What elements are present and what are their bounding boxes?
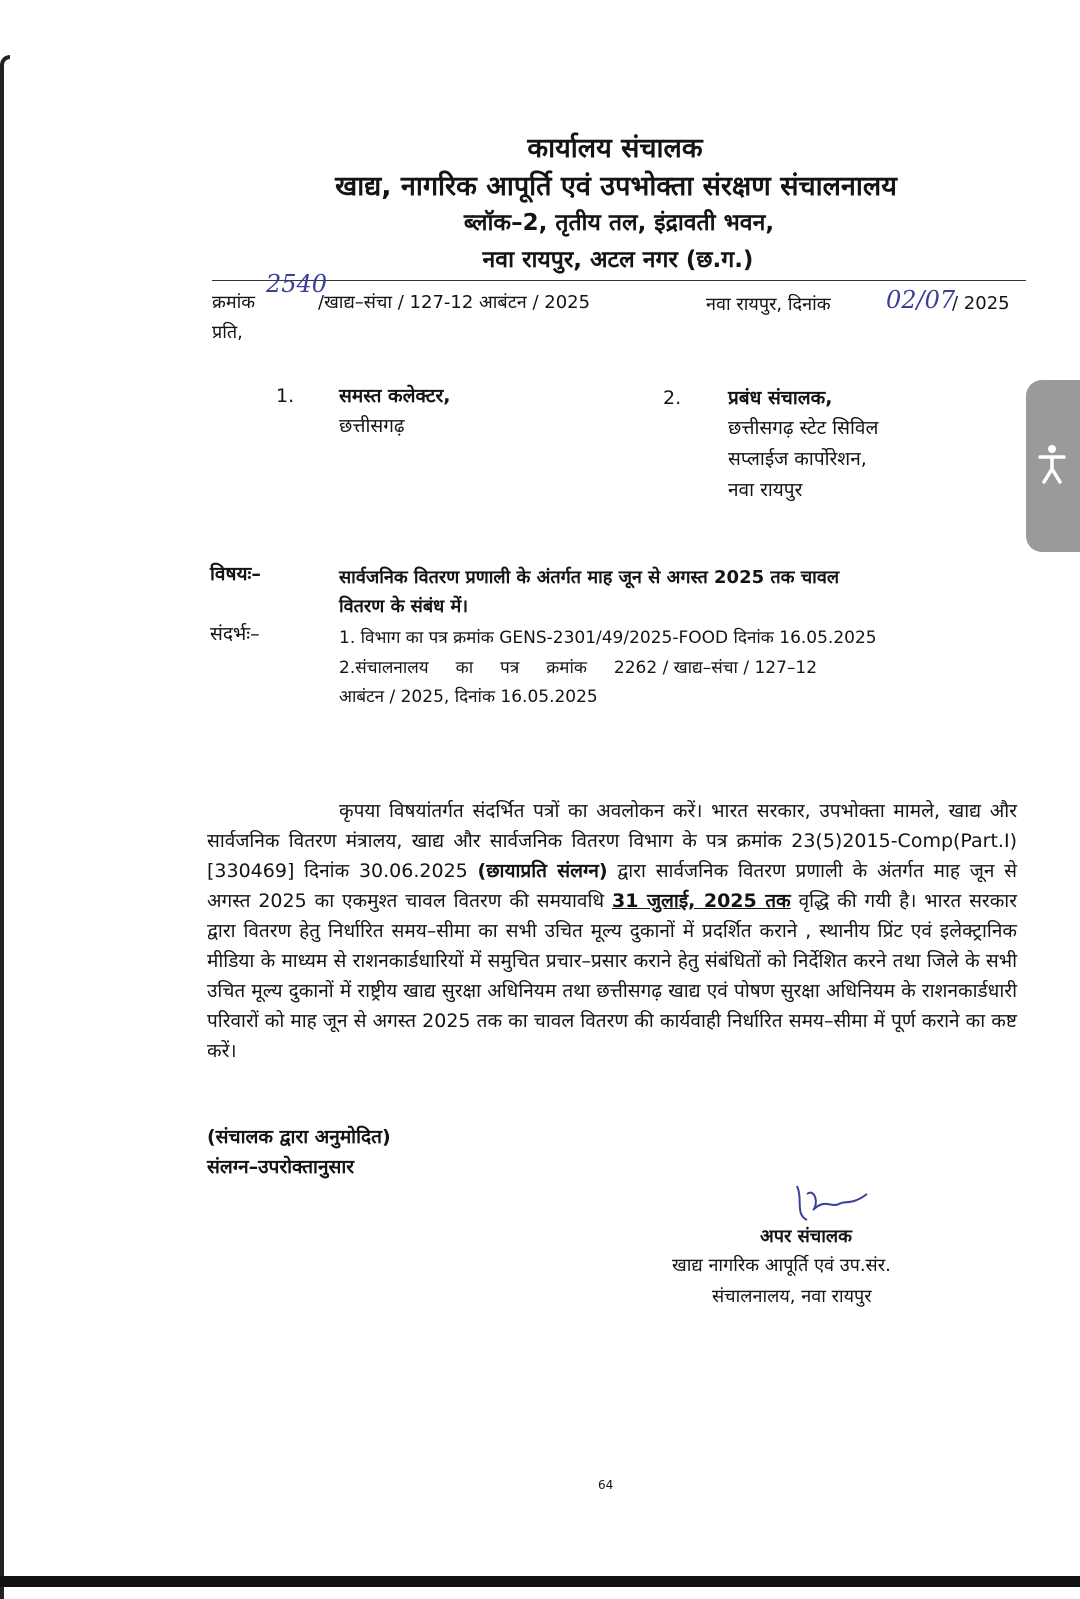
signatory-title: अपर संचालक <box>760 1226 852 1247</box>
header-rule <box>212 280 1026 281</box>
body-deadline: 31 जुलाई, 2025 तक <box>612 890 791 912</box>
date-handwritten: 02/07 <box>886 286 956 314</box>
approval-note: (संचालक द्वारा अनुमोदित) <box>207 1126 391 1148</box>
address-line-2: नवा रायपुर, अटल नगर (छ.ग.) <box>482 247 754 273</box>
reference-line-3: आबंटन / 2025, दिनांक 16.05.2025 <box>339 687 598 707</box>
reference-line-2: 2.संचालनालय का पत्र क्रमांक 2262 / खाद्य–संचा / 127–12 <box>339 658 818 678</box>
recipient-2-number: 2. <box>663 387 682 409</box>
prati-label: प्रति, <box>212 322 243 343</box>
subject-line-1: सार्वजनिक वितरण प्रणाली के अंतर्गत माह जून से अगस्त 2025 तक चावल <box>339 567 840 588</box>
body-paragraph <box>207 796 1017 1066</box>
recipient-1-number: 1. <box>276 385 295 407</box>
recipient-2-line-1: प्रबंध संचालक, <box>728 387 833 409</box>
address-line-1: ब्लॉक–2, तृतीय तल, इंद्रावती भवन, <box>463 210 775 236</box>
enclosure-note: संलग्न–उपरोक्तानुसार <box>207 1156 355 1178</box>
body-part-1: कृपया विषयांतर्गत संदर्भित पत्रों का अवलोकन करें। भारत सरकार, उपभोक्ता मामले, खाद्य और सार्वजनिक वितरण मंत्रालय, खाद्य और सार्वजनिक वितरण विभाग के पत्र क्रमांक 23(5)2015-Comp(Part.I)[330469] दिनांक 30.06.2025 <box>207 800 1017 882</box>
signature-scribble <box>785 1180 875 1224</box>
subject-label: विषयः– <box>210 563 261 585</box>
signatory-line-2: संचालनालय, नवा रायपुर <box>712 1286 872 1307</box>
signatory-line-1: खाद्य नागरिक आपूर्ति एवं उप.संर. <box>672 1255 891 1276</box>
page-number: 64 <box>598 1478 614 1492</box>
accessibility-icon <box>1036 430 1068 500</box>
directorate-name: खाद्य, नागरिक आपूर्ति एवं उपभोक्ता संरक्षण संचालनालय <box>335 171 897 202</box>
date-year: / 2025 <box>952 293 1010 314</box>
ref-number-rest: /खाद्य–संचा / 127-12 आबंटन / 2025 <box>318 292 591 313</box>
recipient-1-line-2: छत्तीसगढ़ <box>339 415 405 437</box>
body-part-2: द्वारा सार्वजनिक वितरण प्रणाली के अंतर्गत माह जून से अगस्त 2025 का एकमुश्त चावल वितरण की समयावधि <box>207 860 1017 912</box>
place-date-label: नवा रायपुर, दिनांक <box>706 294 831 315</box>
body-part-3: वृद्धि की गयी है। भारत सरकार द्वारा वितरण हेतु निर्धारित समय–सीमा का सभी उचित मूल्य दुकानों में प्रदर्शित कराने , स्थानीय प्रिंट एवं इलेक्ट्रानिक मीडिया के माध्यम से राशनकार्डधारियों में समुचित प्रचार–प्रसार कराने हेतु संबंधितों को निर्देशित करने तथा जिले के सभी उचित मूल्य दुकानों में राष्ट्रीय खाद्य सुरक्षा अधिनियम तथा छत्तीसगढ़ खाद्य एवं पोषण सुरक्षा अधिनियम के राशनकार्डधारी परिवारों को माह जून से अगस्त 2025 तक का चावल वितरण की कार्यवाही निर्धारित समय–सीमा में पूर्ण कराने का कष्ट करें। <box>207 890 1017 1062</box>
body-attachment-note: (छायाप्रति संलग्न) <box>477 860 608 882</box>
office-title: कार्यालय संचालक <box>527 133 703 164</box>
recipient-1-line-1: समस्त कलेक्टर, <box>339 385 451 407</box>
reference-line-1: 1. विभाग का पत्र क्रमांक GENS-2301/49/2025-FOOD दिनांक 16.05.2025 <box>339 628 877 648</box>
ref-number-handwritten: 2540 <box>266 270 328 298</box>
accessibility-button[interactable] <box>1026 380 1080 552</box>
reference-label: संदर्भः– <box>210 623 260 645</box>
ref-label: क्रमांक <box>212 292 256 313</box>
page-edge <box>0 55 10 1599</box>
recipient-2-line-4: नवा रायपुर <box>728 479 803 501</box>
subject-line-2: वितरण के संबंध में। <box>339 596 469 617</box>
recipient-2-line-3: सप्लाईज कार्पोरेशन, <box>728 448 867 470</box>
bottom-edge <box>0 1576 1080 1587</box>
recipient-2-line-2: छत्तीसगढ़ स्टेट सिविल <box>728 417 879 439</box>
